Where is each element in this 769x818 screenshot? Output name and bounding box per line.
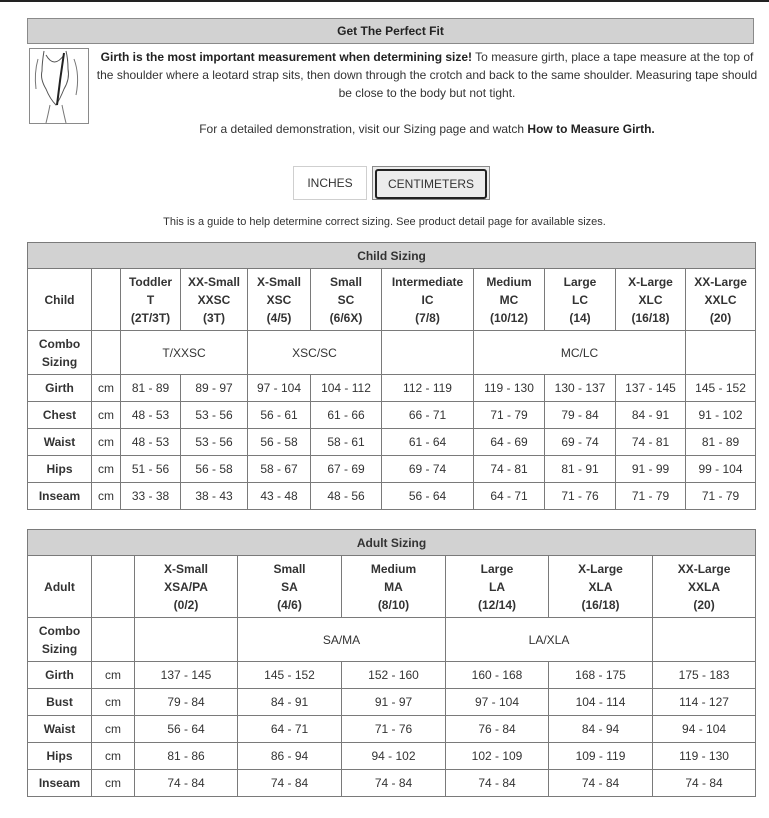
- unit-cell: cm: [92, 716, 135, 743]
- measure-value: 112 - 119: [382, 375, 474, 402]
- combo-cell: XSC/SC: [248, 331, 382, 375]
- combo-label-line: Sizing: [41, 354, 78, 369]
- adult-size-la: [446, 556, 549, 618]
- measure-value: 74 - 84: [238, 770, 342, 797]
- adult-label: Adult: [28, 556, 92, 618]
- measure-value: 91 - 97: [342, 689, 446, 716]
- size-header-line: XXLA: [688, 579, 721, 594]
- measure-value: 64 - 71: [238, 716, 342, 743]
- measure-value: 33 - 38: [121, 483, 181, 510]
- measure-value: 102 - 109: [446, 743, 549, 770]
- measure-value: 160 - 168: [446, 662, 549, 689]
- size-header-line: T: [146, 292, 155, 307]
- combo-cell: LA/XLA: [446, 618, 653, 662]
- child-sizing-title: Child Sizing: [28, 243, 756, 269]
- unit-cell: cm: [92, 375, 121, 402]
- child-size-xlc: [616, 269, 686, 331]
- adult-row-bust: [28, 689, 756, 716]
- measure-value: 74 - 84: [446, 770, 549, 797]
- size-header-line: SA: [281, 579, 298, 594]
- child-combo-row: [28, 331, 756, 375]
- size-header-line: (14): [569, 310, 591, 325]
- size-header-line: (4/6): [277, 597, 302, 612]
- measure-value: 74 - 81: [616, 429, 686, 456]
- child-size-lc: [545, 269, 616, 331]
- measure-value: 89 - 97: [181, 375, 248, 402]
- size-header-line: (0/2): [173, 597, 199, 612]
- size-header-line: (16/18): [631, 310, 670, 325]
- combo-label-line: Sizing: [41, 641, 78, 656]
- measure-label: Bust: [28, 689, 92, 716]
- combo-cell: SA/MA: [238, 618, 446, 662]
- measure-value: 91 - 102: [686, 402, 756, 429]
- child-size-xxlc: [686, 269, 756, 331]
- measure-value: 38 - 43: [181, 483, 248, 510]
- top-border: [0, 0, 769, 2]
- combo-sizing-label: [28, 618, 92, 662]
- size-header-line: Small: [329, 274, 362, 289]
- measure-value: 58 - 61: [311, 429, 382, 456]
- sizing-guide-note: This is a guide to help determine correct sizing. See product detail page for available sizes.: [163, 216, 606, 228]
- size-header-line: IC: [421, 292, 434, 307]
- measure-value: 79 - 84: [135, 689, 238, 716]
- measure-value: 137 - 145: [135, 662, 238, 689]
- measure-value: 71 - 79: [686, 483, 756, 510]
- measure-value: 53 - 56: [181, 429, 248, 456]
- child-sizing-table: [27, 242, 756, 510]
- child-row-waist: [28, 429, 756, 456]
- measure-label: Hips: [28, 743, 92, 770]
- size-header-line: Medium: [370, 561, 417, 576]
- combo-label-line: Combo: [38, 623, 81, 638]
- measure-value: 119 - 130: [653, 743, 756, 770]
- combo-cell: MC/LC: [474, 331, 686, 375]
- combo-empty-cell: [382, 331, 474, 375]
- size-header-line: (7/8): [415, 310, 440, 325]
- size-header-line: (8/10): [377, 597, 410, 612]
- measure-value: 56 - 58: [248, 429, 311, 456]
- size-header-line: X-Small: [163, 561, 208, 576]
- size-header-line: X-Small: [256, 274, 301, 289]
- size-header-line: LC: [572, 292, 588, 307]
- measure-value: 69 - 74: [382, 456, 474, 483]
- measure-label: Hips: [28, 456, 92, 483]
- adult-size-ma: [342, 556, 446, 618]
- measure-value: 64 - 71: [474, 483, 545, 510]
- size-header-line: Toddler: [128, 274, 173, 289]
- girth-text: To measure girth, place a tape measure at the top of the shoulder where a leotard strap sits, then down through the crotch and back to the same shoulder. Measuring tape should be close to the body but not tight.: [96, 50, 758, 100]
- adult-size-xxla: [653, 556, 756, 618]
- adult-row-girth: [28, 662, 756, 689]
- measure-value: 109 - 119: [549, 743, 653, 770]
- unit-cell: cm: [92, 456, 121, 483]
- size-header-line: Medium: [486, 274, 532, 289]
- combo-label-line: Combo: [38, 336, 81, 351]
- child-size-xxsc: [181, 269, 248, 331]
- size-header-line: XSA/PA: [164, 579, 208, 594]
- how-to-measure-link[interactable]: How to Measure Girth.: [527, 122, 655, 136]
- combo-cell: T/XXSC: [121, 331, 248, 375]
- measure-value: 67 - 69: [311, 456, 382, 483]
- measure-value: 74 - 81: [474, 456, 545, 483]
- size-header-line: LA: [489, 579, 505, 594]
- size-header-line: XXSC: [197, 292, 231, 307]
- measure-value: 175 - 183: [653, 662, 756, 689]
- combo-empty-cell: [653, 618, 756, 662]
- measure-value: 86 - 94: [238, 743, 342, 770]
- fit-header: Get The Perfect Fit: [27, 18, 754, 44]
- measure-value: 84 - 91: [238, 689, 342, 716]
- unit-cell: cm: [92, 689, 135, 716]
- adult-header-row: [28, 556, 756, 618]
- unit-cell: cm: [92, 770, 135, 797]
- measure-value: 79 - 84: [545, 402, 616, 429]
- unit-cell: cm: [92, 429, 121, 456]
- measure-label: Waist: [28, 716, 92, 743]
- measure-value: 81 - 89: [686, 429, 756, 456]
- combo-unit-cell: [92, 618, 135, 662]
- measure-value: 71 - 76: [545, 483, 616, 510]
- measure-label: Girth: [28, 662, 92, 689]
- size-header-line: (16/18): [581, 597, 620, 612]
- unit-cell: cm: [92, 662, 135, 689]
- size-header-line: Large: [563, 274, 597, 289]
- adult-size-sa: [238, 556, 342, 618]
- measure-value: 84 - 94: [549, 716, 653, 743]
- adult-sizing-title: Adult Sizing: [28, 530, 756, 556]
- inches-button[interactable]: INCHES: [293, 166, 367, 200]
- measure-value: 97 - 104: [248, 375, 311, 402]
- combo-empty-cell: [135, 618, 238, 662]
- measure-value: 71 - 79: [474, 402, 545, 429]
- measure-value: 130 - 137: [545, 375, 616, 402]
- size-header-line: XXLC: [704, 292, 737, 307]
- measure-value: 64 - 69: [474, 429, 545, 456]
- adult-combo-row: [28, 618, 756, 662]
- measure-value: 74 - 84: [549, 770, 653, 797]
- measure-value: 48 - 53: [121, 429, 181, 456]
- measure-value: 84 - 91: [616, 402, 686, 429]
- adult-row-waist: [28, 716, 756, 743]
- unit-cell: cm: [92, 743, 135, 770]
- measure-value: 58 - 67: [248, 456, 311, 483]
- measure-value: 61 - 64: [382, 429, 474, 456]
- measure-value: 168 - 175: [549, 662, 653, 689]
- adult-row-hips: [28, 743, 756, 770]
- size-header-line: (4/5): [266, 310, 292, 325]
- size-header-line: Small: [273, 561, 306, 576]
- child-size-t: [121, 269, 181, 331]
- size-header-line: (6/6X): [329, 310, 363, 325]
- girth-instructions: [96, 48, 758, 102]
- measure-value: 53 - 56: [181, 402, 248, 429]
- measure-value: 76 - 84: [446, 716, 549, 743]
- measure-value: 145 - 152: [238, 662, 342, 689]
- size-header-line: (3T): [203, 310, 225, 325]
- measure-value: 56 - 61: [248, 402, 311, 429]
- size-header-line: (20): [693, 597, 715, 612]
- size-header-line: XSC: [266, 292, 292, 307]
- size-header-line: (2T/3T): [130, 310, 171, 325]
- measure-value: 104 - 114: [549, 689, 653, 716]
- adult-size-xla: [549, 556, 653, 618]
- measure-value: 97 - 104: [446, 689, 549, 716]
- size-header-line: Large: [480, 561, 514, 576]
- size-header-line: (12/14): [477, 597, 517, 612]
- unit-column-header: [92, 556, 135, 618]
- size-header-line: X-Large: [628, 274, 673, 289]
- child-row-girth: [28, 375, 756, 402]
- size-header-line: X-Large: [578, 561, 623, 576]
- adult-size-xsa/pa: [135, 556, 238, 618]
- leotard-measure-figure: [29, 48, 89, 124]
- child-size-xsc: [248, 269, 311, 331]
- unit-cell: cm: [92, 483, 121, 510]
- child-title-row: [28, 243, 756, 269]
- child-header-row: [28, 269, 756, 331]
- centimeters-label: CENTIMETERS: [375, 169, 487, 199]
- measure-value: 114 - 127: [653, 689, 756, 716]
- measure-value: 99 - 104: [686, 456, 756, 483]
- size-header-line: (20): [709, 310, 732, 325]
- size-header-line: Intermediate: [391, 274, 464, 289]
- adult-row-inseam: [28, 770, 756, 797]
- size-header-line: XX-Large: [677, 561, 731, 576]
- unit-cell: cm: [92, 402, 121, 429]
- adult-sizing-table: [27, 529, 756, 797]
- measure-value: 81 - 89: [121, 375, 181, 402]
- adult-title-row: [28, 530, 756, 556]
- measure-value: 104 - 112: [311, 375, 382, 402]
- size-header-line: (10/12): [489, 310, 529, 325]
- demo-note: [96, 120, 758, 138]
- measure-value: 91 - 99: [616, 456, 686, 483]
- measure-value: 94 - 102: [342, 743, 446, 770]
- size-header-line: MC: [499, 292, 519, 307]
- girth-emphasis: Girth is the most important measurement when determining size!: [100, 50, 473, 64]
- measure-value: 81 - 86: [135, 743, 238, 770]
- measure-value: 69 - 74: [545, 429, 616, 456]
- measure-value: 119 - 130: [474, 375, 545, 402]
- demo-text: For a detailed demonstration, visit our Sizing page and watch: [199, 122, 528, 136]
- measure-value: 61 - 66: [311, 402, 382, 429]
- measure-value: 51 - 56: [121, 456, 181, 483]
- measure-value: 81 - 91: [545, 456, 616, 483]
- centimeters-button[interactable]: [372, 166, 490, 200]
- combo-unit-cell: [92, 331, 121, 375]
- measure-label: Inseam: [28, 770, 92, 797]
- child-label: Child: [28, 269, 92, 331]
- measure-value: 137 - 145: [616, 375, 686, 402]
- combo-sizing-label: [28, 331, 92, 375]
- measure-label: Inseam: [28, 483, 92, 510]
- measure-value: 152 - 160: [342, 662, 446, 689]
- size-header-line: XLC: [638, 292, 663, 307]
- measure-label: Waist: [28, 429, 92, 456]
- child-row-inseam: [28, 483, 756, 510]
- child-row-hips: [28, 456, 756, 483]
- child-row-chest: [28, 402, 756, 429]
- measure-value: 71 - 79: [616, 483, 686, 510]
- combo-empty-cell: [686, 331, 756, 375]
- child-size-sc: [311, 269, 382, 331]
- measure-label: Girth: [28, 375, 92, 402]
- measure-value: 66 - 71: [382, 402, 474, 429]
- measure-value: 145 - 152: [686, 375, 756, 402]
- size-header-line: SC: [337, 292, 355, 307]
- measure-value: 48 - 56: [311, 483, 382, 510]
- measure-value: 94 - 104: [653, 716, 756, 743]
- measure-value: 48 - 53: [121, 402, 181, 429]
- child-size-mc: [474, 269, 545, 331]
- size-header-line: MA: [384, 579, 403, 594]
- measure-label: Chest: [28, 402, 92, 429]
- unit-column-header: [92, 269, 121, 331]
- measure-value: 74 - 84: [653, 770, 756, 797]
- size-header-line: XX-Small: [187, 274, 241, 289]
- measure-value: 71 - 76: [342, 716, 446, 743]
- measure-value: 43 - 48: [248, 483, 311, 510]
- measure-value: 56 - 64: [382, 483, 474, 510]
- size-header-line: XX-Large: [694, 274, 747, 289]
- child-size-ic: [382, 269, 474, 331]
- measure-value: 74 - 84: [342, 770, 446, 797]
- measure-value: 56 - 58: [181, 456, 248, 483]
- measure-value: 74 - 84: [135, 770, 238, 797]
- size-header-line: XLA: [588, 579, 613, 594]
- measure-value: 56 - 64: [135, 716, 238, 743]
